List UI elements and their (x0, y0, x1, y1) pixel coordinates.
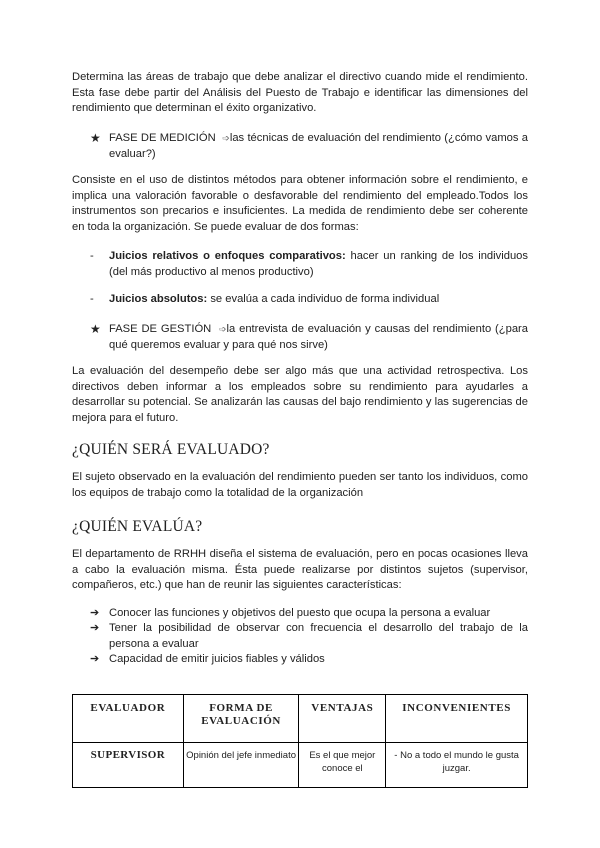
section-title-evaluado: ¿QUIÉN SERÁ EVALUADO? (72, 441, 270, 458)
section-text-evaluado: El sujeto observado en la evaluación del rendimiento pueden ser tanto los individuos, como los equipos de trabajo como la totalidad de la organización (72, 471, 528, 499)
gestion-paragraph: La evaluación del desempeño debe ser algo más que una actividad retrospectiva. Los directivos deben informar a los empleados sobre su rendimiento para ayudarles a desarrollar su potencial. Se analizarán las causas del bajo rendimiento y las sugerencias de mejora para el futuro. (72, 365, 528, 424)
medicion-paragraph: Consiste en el uso de distintos métodos para obtener información sobre el rendimiento, e implica una valoración favorable o desfavorable del rendimiento del empleado.Todos los instrumentos son precarios e insuficientes. La medida de rendimiento debe ser coherente en toda la organización. Se puede evaluar de dos formas: (72, 174, 528, 233)
table-header: EVALUADOR (73, 695, 184, 743)
table-cell: Es el que mejor conoce el (299, 743, 386, 788)
evaluators-table (72, 694, 528, 788)
arrow-bullet-icon: ➔ (90, 622, 100, 634)
dash-bullet: - (90, 293, 94, 305)
table-header: INCONVENIENTES (386, 695, 528, 743)
arrow-icon: ➩ (218, 324, 227, 334)
arrow-bullet-icon: ➔ (90, 653, 100, 665)
arrow-bullet-icon: ➔ (90, 607, 100, 619)
section-title-evalua: ¿QUIÉN EVALÚA? (72, 518, 203, 535)
section-text-evalua: El departamento de RRHH diseña el sistema de evaluación, pero en pocas ocasiones lleva a cabo la evaluación misma. Ésta puede realizarse por distintos sujetos (supervisor, compañeros, etc.) que han de reunir las siguientes características: (72, 548, 528, 591)
dash-bullet: - (90, 250, 94, 262)
fase-medicion-text: FASE DE MEDICIÓN ➩las técnicas de evaluación del rendimiento (¿cómo vamos a evaluar?) (109, 132, 528, 160)
table-header-row (73, 695, 528, 743)
star-bullet-icon: ★ (90, 131, 101, 145)
intro-paragraph: Determina las áreas de trabajo que debe analizar el directivo cuando mide el rendimiento. Esta fase debe partir del Análisis del Puesto de Trabajo e identificar las dimensiones del rendimiento que determinan el éxito organizativo. (72, 71, 528, 114)
arrow-icon: ➩ (222, 133, 230, 143)
table-row (73, 743, 528, 788)
table-cell: - No a todo el mundo le gusta juzgar. (386, 743, 528, 788)
table-cell: Opinión del jefe inmediato (183, 743, 299, 788)
table-header: FORMA DE EVALUACIÓN (183, 695, 299, 743)
table-cell: SUPERVISOR (73, 743, 184, 788)
table-header: VENTAJAS (299, 695, 386, 743)
star-bullet-icon: ★ (90, 322, 101, 336)
